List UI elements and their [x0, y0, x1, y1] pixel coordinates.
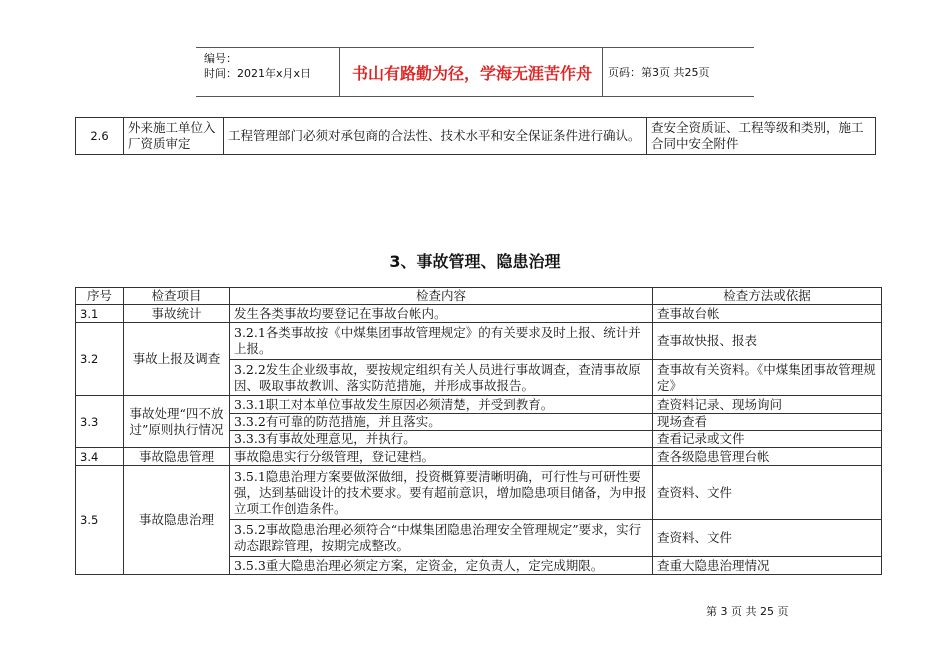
- cell-item: 事故统计: [124, 305, 230, 323]
- inspection-table: [75, 287, 882, 575]
- cell-item: 事故上报及调查: [124, 323, 230, 396]
- section-title: 3、事故管理、隐患治理: [389, 252, 561, 271]
- cell-method: 查各级隐患管理台帐: [653, 448, 882, 466]
- page-footer: 第 3 页 共 25 页: [706, 605, 789, 618]
- cell-method: 查事故快报、报表: [653, 323, 882, 360]
- cell-item: 事故隐患管理: [124, 448, 230, 466]
- cell-content: 3.5.2事故隐患治理必须符合“中煤集团隐患治理安全管理规定”要求，实行动态跟踪管理，按期完成整改。: [230, 520, 653, 557]
- header-page-number: 页码：第3页 共25页: [608, 66, 710, 79]
- header-divider-left: [339, 47, 340, 97]
- cell-seq: 3.1: [76, 305, 124, 323]
- cell-method: 查资料记录、现场询问: [653, 396, 882, 414]
- table-row: [76, 466, 882, 520]
- cell-method: 查重大隐患治理情况: [653, 557, 882, 575]
- cell-seq: 3.5: [76, 466, 124, 575]
- inspection-table-continued: [75, 117, 876, 155]
- cell-seq: 2.6: [76, 118, 124, 155]
- table-row: [76, 448, 882, 466]
- cell-content: 3.3.1职工对本单位事故发生原因必须清楚，并受到教育。: [230, 396, 653, 414]
- cell-method: 查事故台帐: [653, 305, 882, 323]
- page-header: [196, 47, 754, 97]
- cell-item: 事故隐患治理: [124, 466, 230, 575]
- cell-seq: 3.3: [76, 396, 124, 448]
- cell-method: 现场查看: [653, 414, 882, 431]
- header-date: 时间：2021年x月x日: [204, 67, 312, 80]
- table-row: [76, 118, 876, 155]
- header-content: 检查内容: [230, 288, 653, 305]
- cell-content: 发生各类事故均要登记在事故台帐内。: [230, 305, 653, 323]
- cell-content: 3.3.3有事故处理意见，并执行。: [230, 431, 653, 448]
- cell-content: 3.3.2有可靠的防范措施，并且落实。: [230, 414, 653, 431]
- cell-seq: 3.2: [76, 323, 124, 396]
- cell-method: 查资料、文件: [653, 520, 882, 557]
- header-number: 编号：: [204, 52, 237, 65]
- cell-method: 查看记录或文件: [653, 431, 882, 448]
- table-row: [76, 396, 882, 414]
- header-seq: 序号: [76, 288, 124, 305]
- cell-method: 查资料、文件: [653, 466, 882, 520]
- cell-content: 3.5.3重大隐患治理必须定方案，定资金，定负责人，定完成期限。: [230, 557, 653, 575]
- cell-content: 3.2.1各类事故按《中煤集团事故管理规定》的有关要求及时上报、统计并上报。: [230, 323, 653, 360]
- header-item: 检查项目: [124, 288, 230, 305]
- cell-method: 查安全资质证、工程等级和类别，施工合同中安全附件: [647, 118, 876, 155]
- table-header-row: [76, 288, 882, 305]
- cell-content: 工程管理部门必须对承包商的合法性、技术水平和安全保证条件进行确认。: [224, 118, 647, 155]
- cell-content: 3.5.1隐患治理方案要做深做细，投资概算要清晰明确，可行性与可研性要强，达到基础设计的技术要求。要有超前意识，增加隐患项目储备，为申报立项工作创造条件。: [230, 466, 653, 520]
- cell-content: 3.2.2发生企业级事故，要按规定组织有关人员进行事故调查，查清事故原因、吸取事故教训、落实防范措施，并形成事故报告。: [230, 360, 653, 396]
- table-row: [76, 323, 882, 360]
- header-divider-right: [602, 47, 603, 97]
- cell-item: 外来施工单位入厂资质审定: [124, 118, 224, 155]
- cell-item: 事故处理“四不放过”原则执行情况: [124, 396, 230, 448]
- cell-method: 查事故有关资料。《中煤集团事故管理规定》: [653, 360, 882, 396]
- cell-seq: 3.4: [76, 448, 124, 466]
- cell-content: 事故隐患实行分级管理，登记建档。: [230, 448, 653, 466]
- header-motto: 书山有路勤为径，学海无涯苦作舟: [351, 63, 592, 83]
- header-meta: [204, 51, 311, 81]
- table-row: [76, 305, 882, 323]
- header-method: 检查方法或依据: [653, 288, 882, 305]
